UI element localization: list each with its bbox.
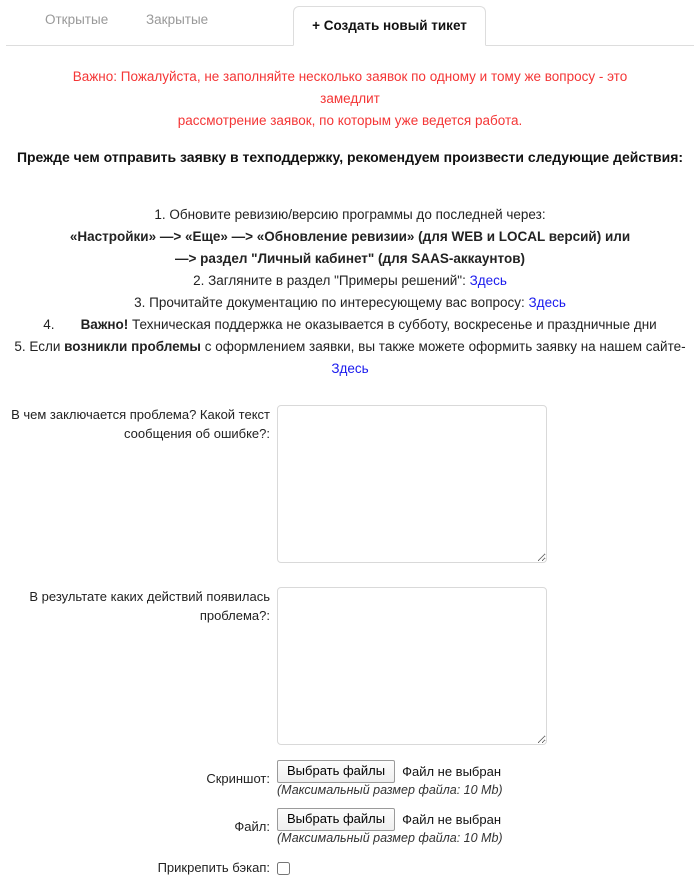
step-2-text: 2. Загляните в раздел "Примеры решений":: [193, 273, 470, 288]
step-5-link[interactable]: Здесь: [331, 361, 369, 376]
step-5: [0, 336, 700, 358]
tab-create-new-ticket[interactable]: + Создать новый тикет: [293, 6, 486, 46]
step-4-emphasis: Важно!: [80, 317, 129, 332]
attach-backup-field-wrap: [277, 860, 700, 875]
step-4-number: 4.: [43, 317, 55, 332]
screenshot-upload-row: [0, 760, 700, 797]
recommended-steps-list: [0, 204, 700, 380]
actions-description-label-line-1: В результате каких действий появилась: [29, 589, 270, 604]
file-file-status: Файл не выбран: [402, 811, 502, 827]
step-2-link[interactable]: Здесь: [469, 273, 507, 288]
file-choose-files-button[interactable]: Выбрать файлы: [277, 808, 395, 831]
important-notice-line-2: рассмотрение заявок, по которым уже ведется работа.: [177, 113, 523, 128]
file-field-wrap: [277, 808, 700, 845]
problem-description-label-line-1: В чем заключается проблема? Какой текст: [11, 407, 270, 422]
ticket-tab-bar: [0, 0, 700, 46]
file-file-line: [277, 808, 700, 830]
file-label: Файл:: [234, 818, 270, 834]
problem-description-label: [0, 405, 277, 443]
step-1-path-line-2: —> раздел "Личный кабинет" (для SAAS-аккаунтов): [175, 251, 525, 266]
screenshot-size-hint: (Максимальный размер файла: 10 Mb): [277, 783, 503, 797]
problem-description-label-line-2: сообщения об ошибке?:: [124, 426, 270, 441]
step-5-text-after: с оформлением заявки, вы также можете оформить заявку на нашем сайте-: [200, 339, 686, 354]
step-2: [0, 270, 700, 292]
screenshot-file-line: [277, 760, 700, 782]
new-ticket-form: [0, 405, 700, 877]
file-size-hint: (Максимальный размер файла: 10 Mb): [277, 831, 503, 845]
step-1-path-line-1: «Настройки» —> «Еще» —> «Обновление ревизии» (для WEB и LOCAL версий) или: [69, 229, 631, 244]
step-5-emphasis: возникли проблемы: [64, 339, 201, 354]
screenshot-label: Скриншот:: [206, 770, 270, 786]
step-1: 1. Обновите ревизию/версию программы до последней через:: [154, 207, 546, 222]
step-3: [0, 292, 700, 314]
problem-description-row: [0, 405, 700, 566]
attach-backup-row: [0, 858, 700, 877]
step-5-link-row: [0, 358, 700, 380]
step-3-link[interactable]: Здесь: [528, 295, 566, 310]
tab-open-tickets[interactable]: Открытые: [45, 12, 109, 27]
problem-description-field-wrap: [277, 405, 700, 566]
actions-description-textarea[interactable]: [277, 587, 547, 745]
problem-description-textarea[interactable]: [277, 405, 547, 563]
screenshot-file-status: Файл не выбран: [402, 763, 502, 779]
file-upload-row: [0, 808, 700, 845]
important-notice-line-1: Важно: Пожалуйста, не заполняйте несколько заявок по одному и тому же вопросу - это замедлит: [72, 69, 628, 106]
step-3-text: 3. Прочитайте документацию по интересующему вас вопросу:: [134, 295, 529, 310]
actions-description-row: [0, 587, 700, 748]
screenshot-field-wrap: [277, 760, 700, 797]
step-5-text-before: 5. Если: [14, 339, 65, 354]
actions-description-label-line-2: проблема?:: [199, 608, 270, 623]
tab-closed-tickets[interactable]: Закрытые: [146, 12, 209, 27]
step-4: [0, 314, 700, 336]
step-4-text: Техническая поддержка не оказывается в субботу, воскресенье и праздничные дни: [128, 317, 657, 332]
actions-description-field-wrap: [277, 587, 700, 748]
recommendations-heading: Прежде чем отправить заявку в техподдержку, рекомендуем произвести следующие действия:: [16, 149, 684, 165]
important-notice: [62, 66, 638, 132]
attach-backup-label: Прикрепить бэкап:: [157, 860, 270, 875]
attach-backup-checkbox[interactable]: [277, 862, 290, 875]
actions-description-label: [0, 587, 277, 625]
screenshot-choose-files-button[interactable]: Выбрать файлы: [277, 760, 395, 783]
